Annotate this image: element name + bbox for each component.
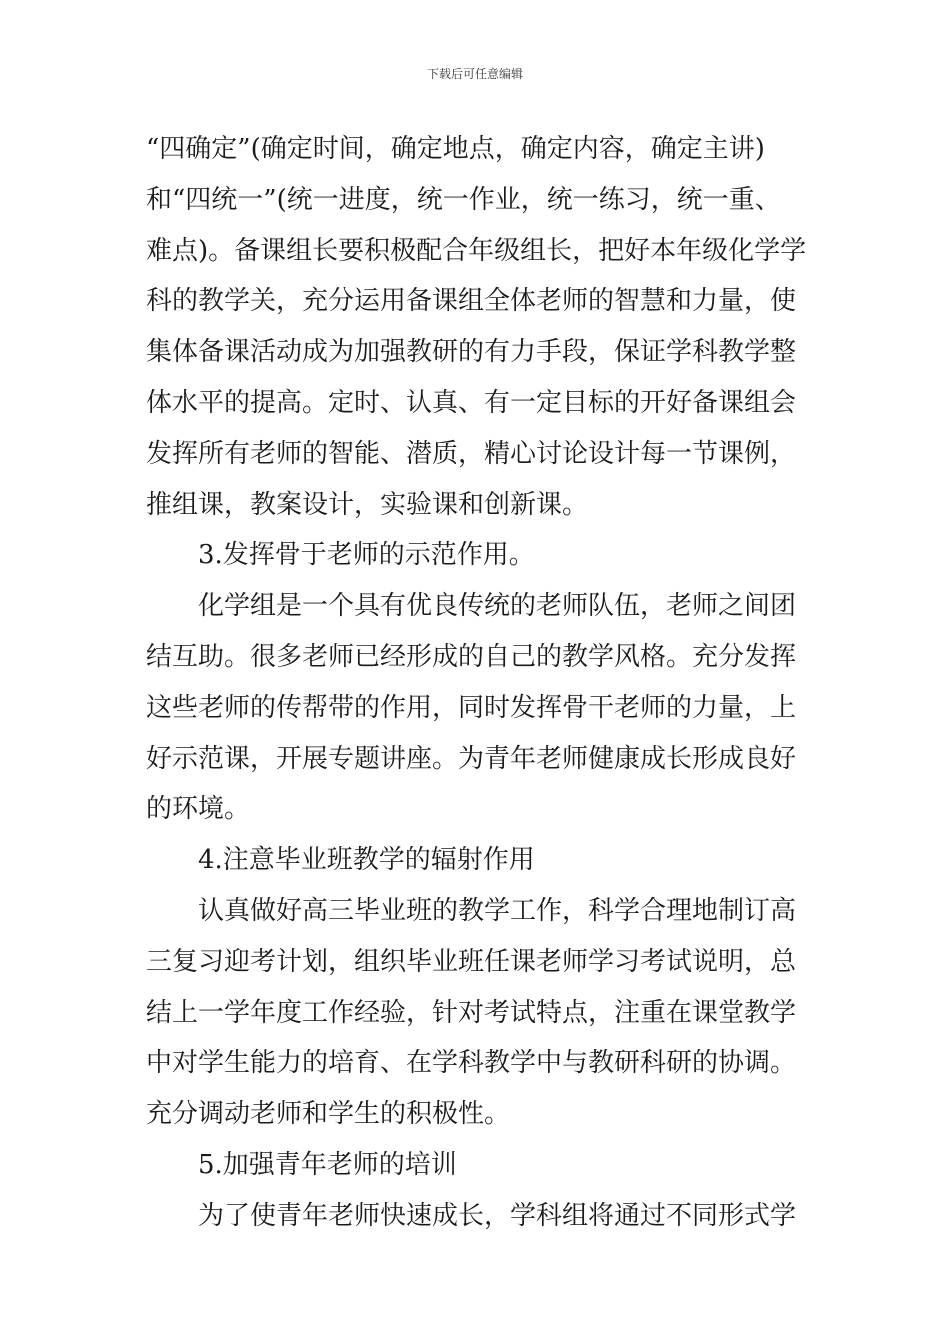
body-line: 结互助。很多老师已经形成的自己的教学风格。充分发挥	[146, 641, 797, 672]
page-header-note: 下载后可任意编辑	[426, 67, 523, 81]
body-line: 结上一学年度工作经验，针对考试特点，注重在课堂教学	[146, 997, 797, 1028]
body-line: 认真做好高三毕业班的教学工作，科学合理地制订高	[198, 895, 797, 926]
body-line: 中对学生能力的培育、在学科教学中与教研科研的协调。	[146, 1048, 797, 1079]
section-heading-4: 4.注意毕业班教学的辐射作用	[198, 845, 535, 876]
body-line: 体水平的提高。定时、认真、有一定目标的开好备课组会	[146, 387, 797, 418]
body-line: 推组课，教案设计，实验课和创新课。	[146, 489, 589, 520]
body-line: 难点)。备课组长要积极配合年级组长，把好本年级化学学	[146, 235, 807, 266]
body-line: 科的教学关，充分运用备课组全体老师的智慧和力量，使	[146, 286, 797, 317]
body-line: 集体备课活动成为加强教研的有力手段，保证学科教学整	[146, 337, 797, 368]
body-line: 发挥所有老师的智能、潜质，精心讨论设计每一节课例，	[146, 438, 797, 469]
document-body	[146, 124, 816, 1242]
body-line: 三复习迎考计划，组织毕业班任课老师学习考试说明，总	[146, 946, 797, 977]
body-line: 的环境。	[146, 794, 251, 825]
section-heading-5: 5.加强青年老师的培训	[198, 1149, 457, 1180]
body-line: “四确定”(确定时间，确定地点，确定内容，确定主讲)	[146, 134, 765, 164]
section-heading-3: 3.发挥骨于老师的示范作用。	[198, 540, 535, 571]
body-line: 和“四统一”(统一进度，统一作业，统一练习，统一重、	[146, 184, 781, 215]
body-line: 这些老师的传帮带的作用，同时发挥骨干老师的力量，上	[146, 692, 797, 723]
body-line: 充分调动老师和学生的积极性。	[146, 1099, 511, 1130]
body-line: 为了使青年老师快速成长，学科组将通过不同形式学	[198, 1200, 797, 1231]
body-line: 化学组是一个具有优良传统的老师队伍，老师之间团	[198, 591, 797, 622]
body-line: 好示范课，开展专题讲座。为青年老师健康成长形成良好	[146, 743, 797, 774]
